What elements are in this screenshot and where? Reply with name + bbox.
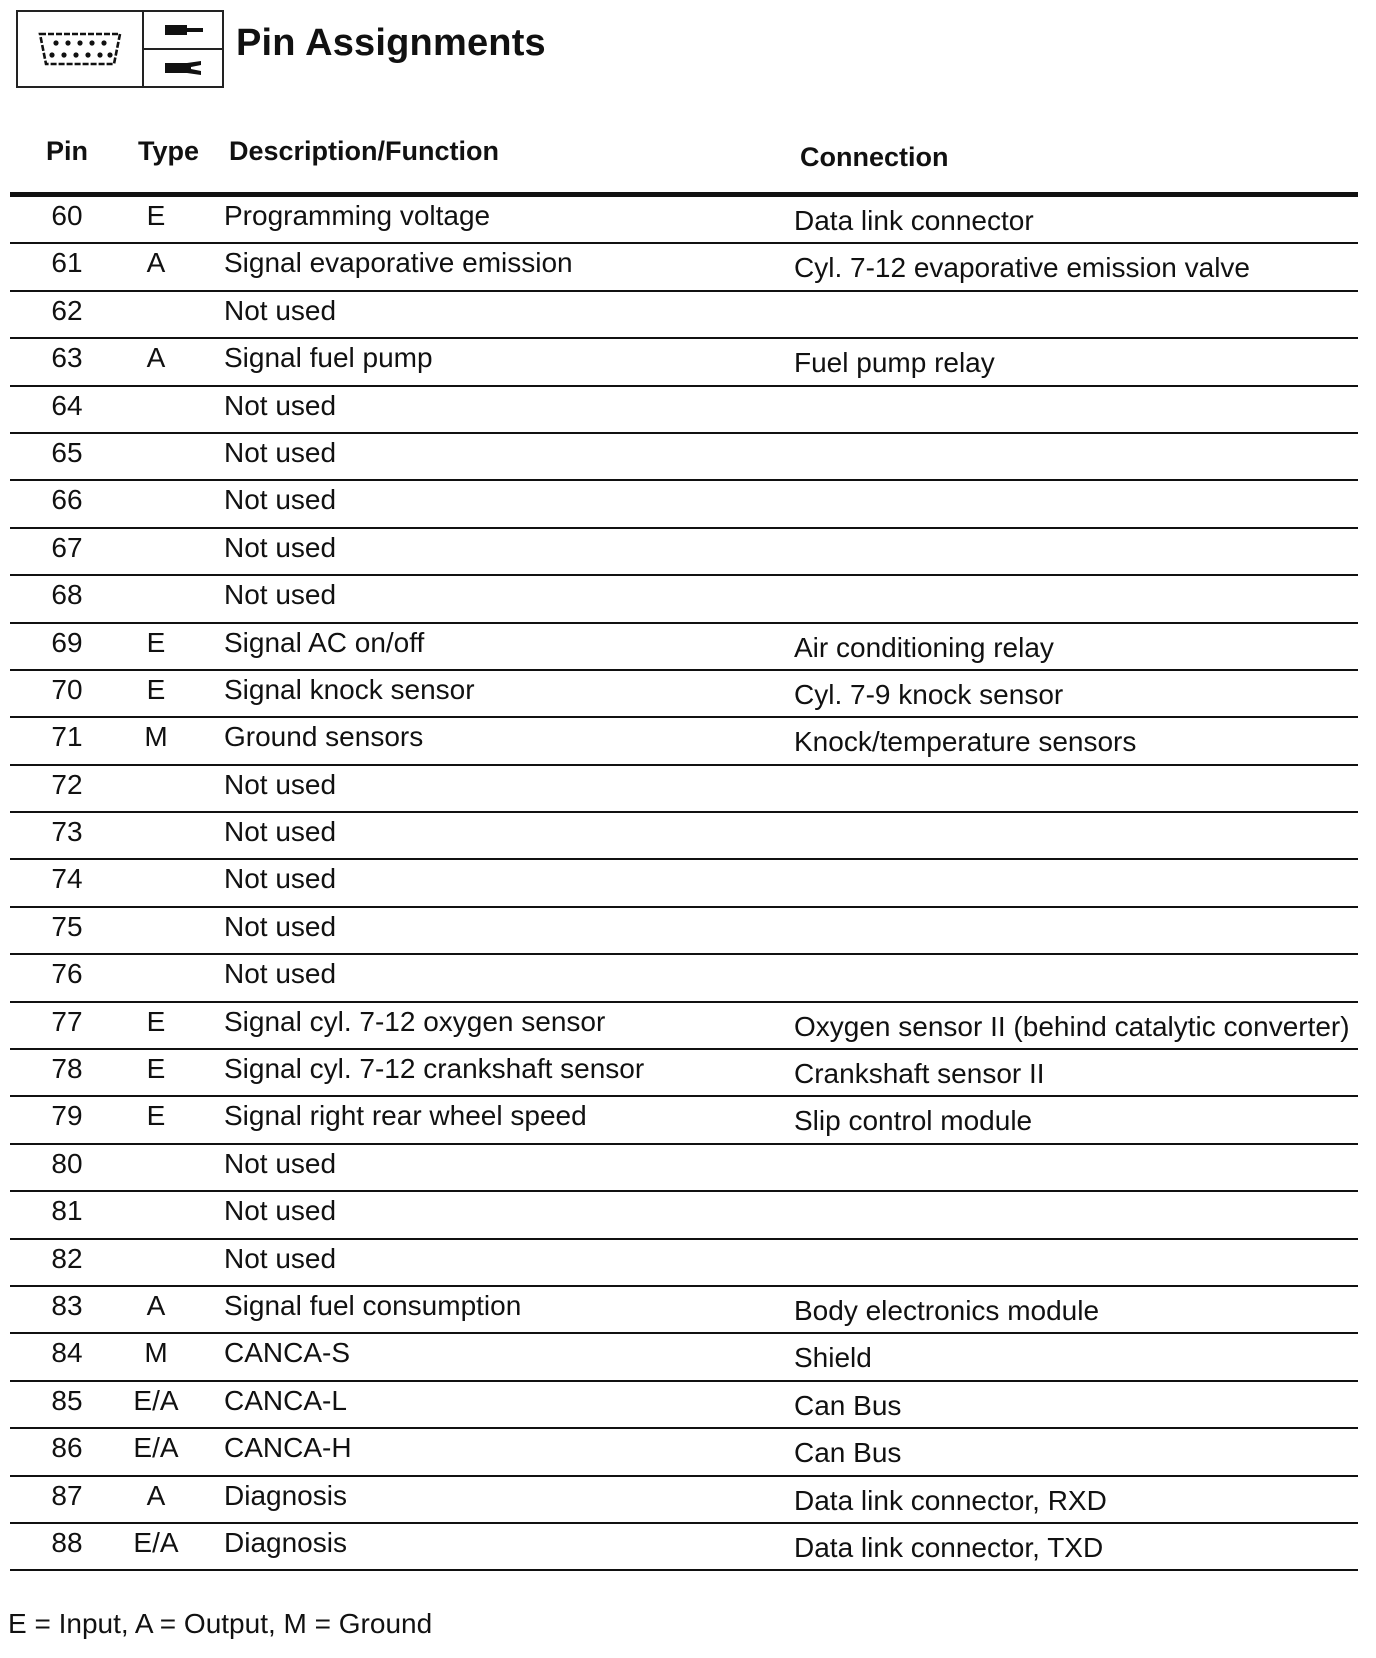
description-cell: Signal right rear wheel speed [224, 1100, 587, 1132]
pin-cell: 61 [51, 247, 83, 279]
table-row [10, 387, 1358, 434]
pin-cell: 70 [51, 673, 83, 705]
table-row [10, 529, 1358, 576]
table-row [10, 1524, 1358, 1571]
type-cell: E [146, 200, 166, 231]
type-cell: E [146, 1100, 166, 1132]
description-cell: Not used [224, 579, 337, 611]
description-cell: Programming voltage [224, 200, 491, 231]
pin-cell: 60 [51, 200, 83, 231]
connection-cell: Can Bus [794, 1437, 902, 1469]
table-row [10, 292, 1358, 339]
type-cell: A [146, 1289, 166, 1321]
pin-cell: 71 [51, 721, 83, 753]
connection-cell: Data link connector, TXD [794, 1531, 1104, 1563]
type-cell: E [146, 1053, 166, 1085]
table-row [10, 339, 1358, 386]
description-cell: Not used [224, 484, 337, 516]
description-cell: Not used [224, 910, 337, 942]
table-row [10, 576, 1358, 623]
type-cell: E [146, 1005, 166, 1037]
description-cell: Diagnosis [224, 1479, 347, 1511]
table-row [10, 955, 1358, 1002]
connection-cell: Shield [794, 1342, 872, 1374]
connection-cell: Cyl. 7-12 evaporative emission valve [794, 252, 1250, 284]
description-cell: Signal fuel pump [224, 342, 433, 374]
description-cell: Signal fuel consumption [224, 1289, 522, 1321]
pin-cell: 69 [51, 626, 83, 658]
type-cell: A [146, 247, 166, 279]
description-cell: Diagnosis [224, 1526, 347, 1558]
table-row [10, 1334, 1358, 1381]
type-cell: E/A [133, 1432, 179, 1464]
pin-cell: 75 [51, 910, 83, 942]
type-cell: M [144, 1337, 168, 1369]
page-title: Pin Assignments [236, 21, 546, 64]
table-row [10, 244, 1358, 291]
legend: E = Input, A = Output, M = Ground [8, 1608, 433, 1639]
plug-icons [144, 12, 222, 86]
table-row [10, 1477, 1358, 1524]
table-row [10, 1050, 1358, 1097]
connection-cell: Crankshaft sensor II [794, 1058, 1045, 1090]
pin-cell: 63 [51, 342, 83, 374]
table-row [10, 860, 1358, 907]
pin-cell: 81 [51, 1195, 83, 1227]
type-cell: M [144, 721, 168, 753]
table-row [10, 766, 1358, 813]
pin-cell: 83 [51, 1289, 83, 1321]
connection-cell: Body electronics module [794, 1294, 1100, 1326]
page-header [16, 10, 546, 88]
connection-cell: Air conditioning relay [794, 631, 1054, 663]
table-row [10, 813, 1358, 860]
table-row [10, 434, 1358, 481]
pin-cell: 84 [51, 1337, 83, 1369]
type-cell: E [146, 673, 166, 705]
pin-cell: 86 [51, 1432, 83, 1464]
male-plug-icon [144, 12, 222, 50]
connection-cell: Slip control module [794, 1105, 1033, 1137]
pin-cell: 74 [51, 863, 83, 895]
female-plug-icon [144, 50, 222, 86]
pin-table [10, 128, 1358, 1571]
connection-cell: Can Bus [794, 1389, 902, 1421]
table-row [10, 481, 1358, 528]
table-body [10, 197, 1358, 1571]
description-cell: Not used [224, 816, 337, 848]
column-header-pin: Pin [46, 136, 89, 166]
description-cell: Signal cyl. 7-12 crankshaft sensor [224, 1053, 645, 1085]
connector-icon [18, 12, 144, 86]
pin-cell: 87 [51, 1479, 83, 1511]
description-cell: Not used [224, 1195, 337, 1227]
description-cell: Signal knock sensor [224, 673, 475, 705]
pin-cell: 68 [51, 579, 83, 611]
table-row [10, 1382, 1358, 1429]
pin-cell: 88 [51, 1526, 83, 1558]
connection-cell: Oxygen sensor II (behind catalytic converter) [794, 1010, 1350, 1042]
connection-cell: Knock/temperature sensors [794, 726, 1137, 758]
table-row [10, 1145, 1358, 1192]
type-cell: E [146, 626, 166, 658]
description-cell: Not used [224, 436, 337, 468]
table-header [10, 128, 1358, 197]
table-row [10, 624, 1358, 671]
description-cell: Not used [224, 768, 337, 800]
type-cell: E/A [133, 1384, 179, 1416]
connection-cell: Data link connector, RXD [794, 1484, 1107, 1516]
description-cell: CANCA-H [224, 1432, 352, 1464]
pin-cell: 79 [51, 1100, 83, 1132]
table-row [10, 908, 1358, 955]
table-row [10, 197, 1358, 244]
description-cell: CANCA-L [224, 1384, 347, 1416]
pin-cell: 77 [51, 1005, 83, 1037]
table-row [10, 1192, 1358, 1239]
type-cell: E/A [133, 1526, 179, 1558]
pin-cell: 76 [51, 958, 83, 990]
column-header-connection: Connection [800, 142, 949, 172]
description-cell: Not used [224, 863, 337, 895]
pin-cell: 82 [51, 1242, 83, 1274]
description-cell: Not used [224, 531, 337, 563]
pin-cell: 65 [51, 436, 83, 468]
description-cell: Signal evaporative emission [224, 247, 573, 279]
pin-cell: 64 [51, 389, 83, 421]
connection-cell: Cyl. 7-9 knock sensor [794, 678, 1064, 710]
connection-cell: Fuel pump relay [794, 347, 995, 379]
pin-cell: 85 [51, 1384, 83, 1416]
description-cell: Signal AC on/off [224, 626, 425, 658]
pin-cell: 78 [51, 1053, 83, 1085]
description-cell: Not used [224, 1147, 337, 1179]
column-header-type: Type [138, 136, 200, 166]
table-row [10, 1240, 1358, 1287]
connector-icon-box [16, 10, 224, 88]
pin-cell: 66 [51, 484, 83, 516]
description-cell: Signal cyl. 7-12 oxygen sensor [224, 1005, 606, 1037]
type-cell: A [146, 1479, 166, 1511]
type-cell: A [146, 342, 166, 374]
description-cell: Not used [224, 389, 337, 421]
description-cell: Ground sensors [224, 721, 424, 753]
table-row [10, 1003, 1358, 1050]
pin-cell: 67 [51, 531, 83, 563]
table-row [10, 671, 1358, 718]
table-row [10, 718, 1358, 765]
description-cell: Not used [224, 294, 337, 326]
pin-cell: 73 [51, 816, 83, 848]
table-row [10, 1287, 1358, 1334]
table-row [10, 1429, 1358, 1476]
description-cell: CANCA-S [224, 1337, 351, 1369]
pin-cell: 62 [51, 294, 83, 326]
pin-cell: 80 [51, 1147, 83, 1179]
table-row [10, 1097, 1358, 1144]
connection-cell: Data link connector [794, 205, 1034, 236]
description-cell: Not used [224, 1242, 337, 1274]
pin-cell: 72 [51, 768, 83, 800]
column-header-description: Description/Function [229, 136, 499, 166]
description-cell: Not used [224, 958, 337, 990]
